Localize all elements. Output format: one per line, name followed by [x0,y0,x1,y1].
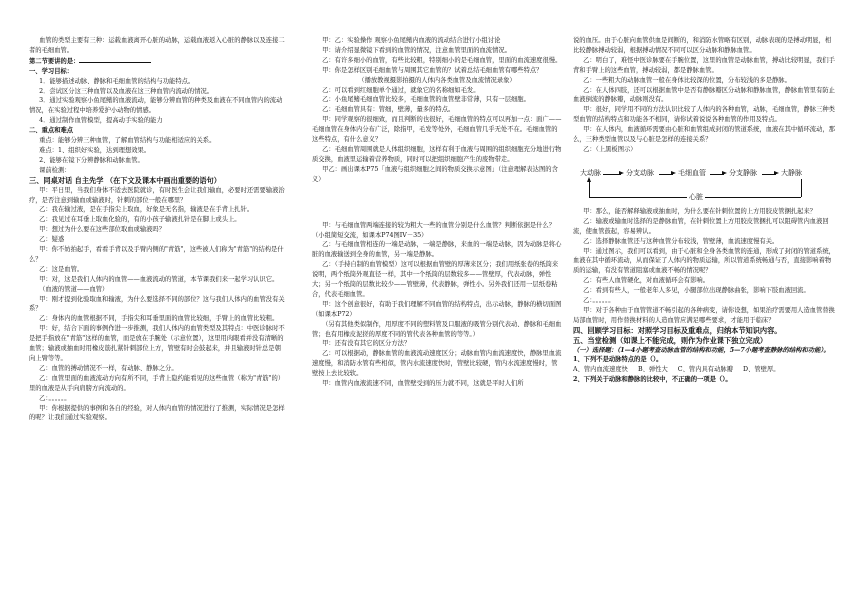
dialog-line: 甲：平日里，当我们身体不适去医院就诊，有时医生会让我们输血，必要时还需要输液治疗，是否注意到输血或输液时，针刺的部位一般在哪里？ [29,186,285,204]
dialog-line: 甲：对，这是我们人体内的血管——血液流动的管道，本节课我们来一起学习认识它。 [39,275,279,283]
dialog-line: 乙：我见过在耳垂上取血化验的，有的小孩子输液扎针是在脚上或头上。 [39,216,241,224]
keypoint-item: 重点：能够分辨三种血管，了解血管结构与功能相适应的关系。 [39,137,216,145]
dialog-line: 甲：你是怎样区别毛细血管与周围其它血管的？试着总结毛细血管有哪些特点？ [322,66,543,74]
dialog-line: （血液的管道——血管） [39,285,109,293]
dialog-line: 甲：好，结合下面的事例作进一步推测，我们人体内的血管类型及其特点：中医诊脉时不是把手指放在"青筋"这样的血管，而是放在手腕处（示意位置），这里用肉眼看并没有清晰的血管；输液或抽血时用橡皮筋扎紧针刺部位上方，管壁有时会鼓起来，并且输液时针总是朝向上臂等等。 [29,325,285,362]
dialog-line: 乙：输液或输血时选择的是静脉血管，在针刺位置上方用胶皮管捆扎可以阻碍管内血液回流，使血管鼓起，容易辨认。 [573,217,829,235]
dialog-note: （播放教视摄影拍摄的人体内各类血管及血流情况录象） [358,76,516,84]
dialog-line: 乙：在人体四肢，还可以根据血管中是否有静脉瓣区分动脉和静脉血管，静脉血管里有防止血液倒流的静脉瓣，动脉则没有。 [573,86,835,104]
arrow-right-icon [671,171,676,175]
arrow-right-icon [774,171,779,175]
dialog-line: 乙：有些人血管硬化，对血液循环会有影响。 [583,277,710,285]
dialog-line: 乙：选择静脉血管还与这种血管分布较浅，管壁薄，血流速度慢有关。 [583,237,779,245]
node-heart: 心脏 [689,192,703,201]
dialog-line: 甲：那么，能否解释输液或抽血时，为什么要在针刺位置的上方用胶皮管捆扎起来？ [583,207,817,215]
goal-item: 3．通过实验观察小鱼尾鳍的血液流动，能够分辨血管的种类及血液在不同血管内的流动情况，在实验过程中培养爱护小动物的情感。 [29,97,283,115]
dialog-line: 乙：有许多细小的血管，有些比较粗，特别细小的是毛细血管，里面的血流速度很慢。 [322,56,562,64]
keypoint-item: 2、能够在镜下分辨静脉和动脉血管。 [39,156,144,164]
dialog-line: 乙：。。。。。。 [39,394,71,402]
dialog-line: 甲：想过为什么要在这些部位取血或输液吗？ [39,226,166,234]
goal-item: 4．通过制作血管模型，提高动手实验的能力 [39,117,163,125]
dialog-line: 乙：（上黑板图示） [583,145,637,153]
option-b: B、弹性大 [637,366,668,374]
section-dialog-title: 三、同桌对话 自主先学 （在下文及课本中画出重要的语句） [29,175,221,185]
node-aorta: 大动脉 [580,168,601,177]
dialog-line: 乙：血管里面的血液流动方向有所不同，手背上隐约能看见的这些血管（称为"青筋"的）里的血液是从手向肩膀方向流动的。 [29,374,285,392]
dialog-line: 乙：。。。。。。 [583,297,615,305]
node-branch-vein: 分支静脉 [729,168,757,177]
circulation-diagram [579,159,829,203]
dialog-line: 甲：你不妨拍起手，看看手背以及手臂内侧的"青筋"，这些被人们称为"青筋"的结构是什么？ [29,246,284,263]
column-left [29,36,285,423]
dialog-line: 乙：一些粗大的动脉血管一般在身体比较深的位置，分布较浅的多是静脉。 [583,76,791,84]
dialog-line: 甲乙：画出课本P75「血液与组织细胞之间的物质交换示意图」（注意理解表达图的含义） [312,165,558,183]
dialog-line: 甲：对于各种由于血管管道不畅引起的各种病变，请你设想，如果治疗需要用人造血管替换局部血管时，用作替换材料的人造血管应满足哪些要求，才能用于临床？ [573,306,835,324]
dialog-line: 甲：在人体内，血液循环需要由心脏和血管组成封闭的管道系统，血液在其中循环流动，那么，三种类型血管以及与心脏是怎样的连接关系？ [573,126,835,144]
section-test-title: 五、当堂检测（如课上不能完成，则作为作业课下独立完成） [573,335,768,345]
keypoint-item: 课前检测： [39,166,71,174]
arrow-right-icon [619,171,624,175]
dialog-line: 乙：明白了，难怪中医诊脉要在手腕位置，这里的血管是动脉血管，搏动比较明显，我们手背和手臂上的这些血管，搏动较弱，都是静脉血管。 [573,56,835,74]
dialog-line: 乙：与毛细血管相连的一端是动脉，一端是静脉，来血的一端是动脉，因为动脉是将心脏的血液输送到全身的血管，另一端是静脉。 [312,241,562,259]
dialog-line: 乙：可以看到红细胞单个通过，就象它的名称细如毛发。 [322,86,480,94]
dialog-line: 乙：毛细血管周围就是人体组织细胞，这样有利于血液与周围的组织细胞充分地进行物质交换，血液里运输着营养物质，同时可以把组织细胞产生的废物带走。 [312,145,562,163]
section-keypoints-title: 二、重点和难点 [29,127,74,135]
dialog-line: 甲：这个创意很好，有助于我们理解不同血管的结构特点，出示动脉，静脉的横切面图（如课本P72） [312,300,562,318]
return-line [801,179,802,197]
goal-item: 1．能够描述动脉、静脉和毛细血管的结构与功能特点。 [39,77,195,85]
dialog-line: 甲：乙：实验操作 观察小鱼尾鳍内血液的流动结合进行小组讨论 [322,37,501,44]
node-vena-cava: 大静脉 [781,168,802,177]
question-2: 2、下列关于动脉和静脉的比较中，不正确的一项是（）。 [573,376,732,384]
column-right [573,36,835,385]
dialog-line: 乙：（手持自制的血管模型）这可以根据血管壁的厚薄来区分；我们用纸张卷的纸筒来说明，两个纸筒外观直径一样，其中一个纸筒的层数较多——管壁厚，代表动脉，弹性大；另一个纸筒的层数比较少——管壁薄，代表静脉，弹性小。另外我们还用一层纸卷粘合，代表毛细血管。 [312,261,559,298]
dialog-line: 甲：通过图示，我们可以看到，由于心脏和全身各类血管的连通，形成了封闭的管道系统，血液在其中循环流动，从而保证了人体内的物质运输，所以管道系统畅通与否，直接影响着物质的运输，有没有管道阻塞或血液不畅的情况呢？ [573,247,835,275]
dialog-line: 甲：刚才提到化验取血和输液，为什么要选择不同的部位？这与我们人体内的血管没有关系？ [29,295,285,313]
dialog-line: 乙：可以根据动，静脉血管的血液流动速度区分；动脉血管内血流速度快，静脉里血流速度慢，和消防水管有些相似，管内水流速度快时，管壁比较硬，管内水流速度慢时，管壁按上去比较软。 [312,350,562,378]
dialog-line: 乙：毛细血管具有：管细，壁薄，量多的特点。 [322,106,455,114]
goal-item: 2．尝试区分这三种血管以及血液在这三种血管内流动的情况。 [39,87,214,95]
question-1-options [573,365,835,375]
dialog-line: 说的血压。由于心脏向血管供血是间断的，和消防水管略有区别，动脉表现的是搏动明显，相比较静脉搏动较弱，根据搏动情况不同可以区分动脉和静脉血管。 [573,37,832,54]
blank-line [79,56,151,63]
dialog-line: 乙：看到有些人，一般老年人多见，小腿部位出现静脉曲张，影响下肢血液回流。 [583,287,810,295]
section-review-title: 四、回顾学习目标：对照学习目标及重难点，归纳本节知识内容。 [573,325,782,335]
lesson-title: 第二节要讲的是： [29,56,285,67]
dialog-line: 甲：你根据提供的事例和各自的经验，对人体内血管的情况进行了推测，实际情况是怎样的呢？让我们通过实验观察。 [29,404,285,422]
node-branch-artery: 分支动脉 [626,168,654,177]
dialog-line: 甲：很好，同学用不同的方法认识比较了人体内的各种血管，动脉，毛细血管，静脉三种类型血管的结构特点和功能各不相同，请你试着说说各种血管的作用及特点。 [573,106,835,124]
test-subtitle: （一）选择题：（1—4小题考查动脉血管的结构和功能，5—7小题考查静脉的结构和功能）。 [573,346,830,354]
keypoint-item: 难点：1、组织好实验，达到理想效果。 [39,146,151,154]
dialog-line: 甲：同学观察的很细致，而且判断的也很好，毛细血管的特点可以再加一点：面广——毛细血管在身体内分布广泛，除指甲，毛发等处外，毛细血管几乎无处不在。毛细血管的这些特点，有什么意义？ [312,116,562,144]
option-d: D、管壁厚。 [743,366,780,374]
column-middle [312,36,562,389]
section-goals-title: 一、学习目标： [29,67,74,75]
dialog-line: 甲：血管内血液流速不同，血管壁受到的压力就不同，这就是平时人们所 [322,380,524,388]
node-capillary: 毛细血管 [678,168,706,177]
dialog-line: 乙：我在输过液，是在手指尖上取血，好象是无名指，输液是在手背上扎针。 [39,206,254,214]
question-1: 1、下列不是动脉特点的是（）。 [573,356,663,364]
dialog-line: 甲：与毛细血管两端连接的较为粗大一些的血管分别是什么血管？判断依据是什么？（小组简短交流，如课本P74图IV－35） [312,221,556,239]
intro-paragraph: 血管的类型主要有三种：运载血液离开心脏的动脉，运载血液返入心脏的静脉以及连接二者的毛细血管。 [29,37,285,54]
dialog-line: 乙：血管的搏动情况不一样，有动脉、静脉之分。 [39,364,178,372]
dialog-line: 甲：还有没有其它的区分方法？ [322,340,411,348]
dialog-line: （另有其他类似制作，用厚度不同的塑料管及口服液的吸管分别代表动、静脉和毛细血管；也有用橡皮泥搓的厚度不同的管代表各种血管的等等。） [312,320,562,338]
dialog-line: 乙：小鱼尾鳍毛细血管比较多，毛细血管的血管壁非常薄，只有一层细胞。 [322,96,530,104]
dialog-line: 乙：身体内的血管根据不同，手指尖和耳垂里面的血管比较细，手臂上的血管比较粗。 [39,315,279,323]
option-c: C、管内具有动脉瓣 [677,366,733,374]
arrow-up-icon [587,177,591,182]
dialog-line: 乙：这是血管。 [39,265,84,273]
dialog-line: 乙：疑惑 [39,236,65,244]
dialog-line: 甲：请介绍显微镜下看到的血管的情况，注意血管里面的血流情况。 [322,46,511,54]
option-a: A、管内血流速度快 [573,366,628,374]
arrow-right-icon [722,171,727,175]
